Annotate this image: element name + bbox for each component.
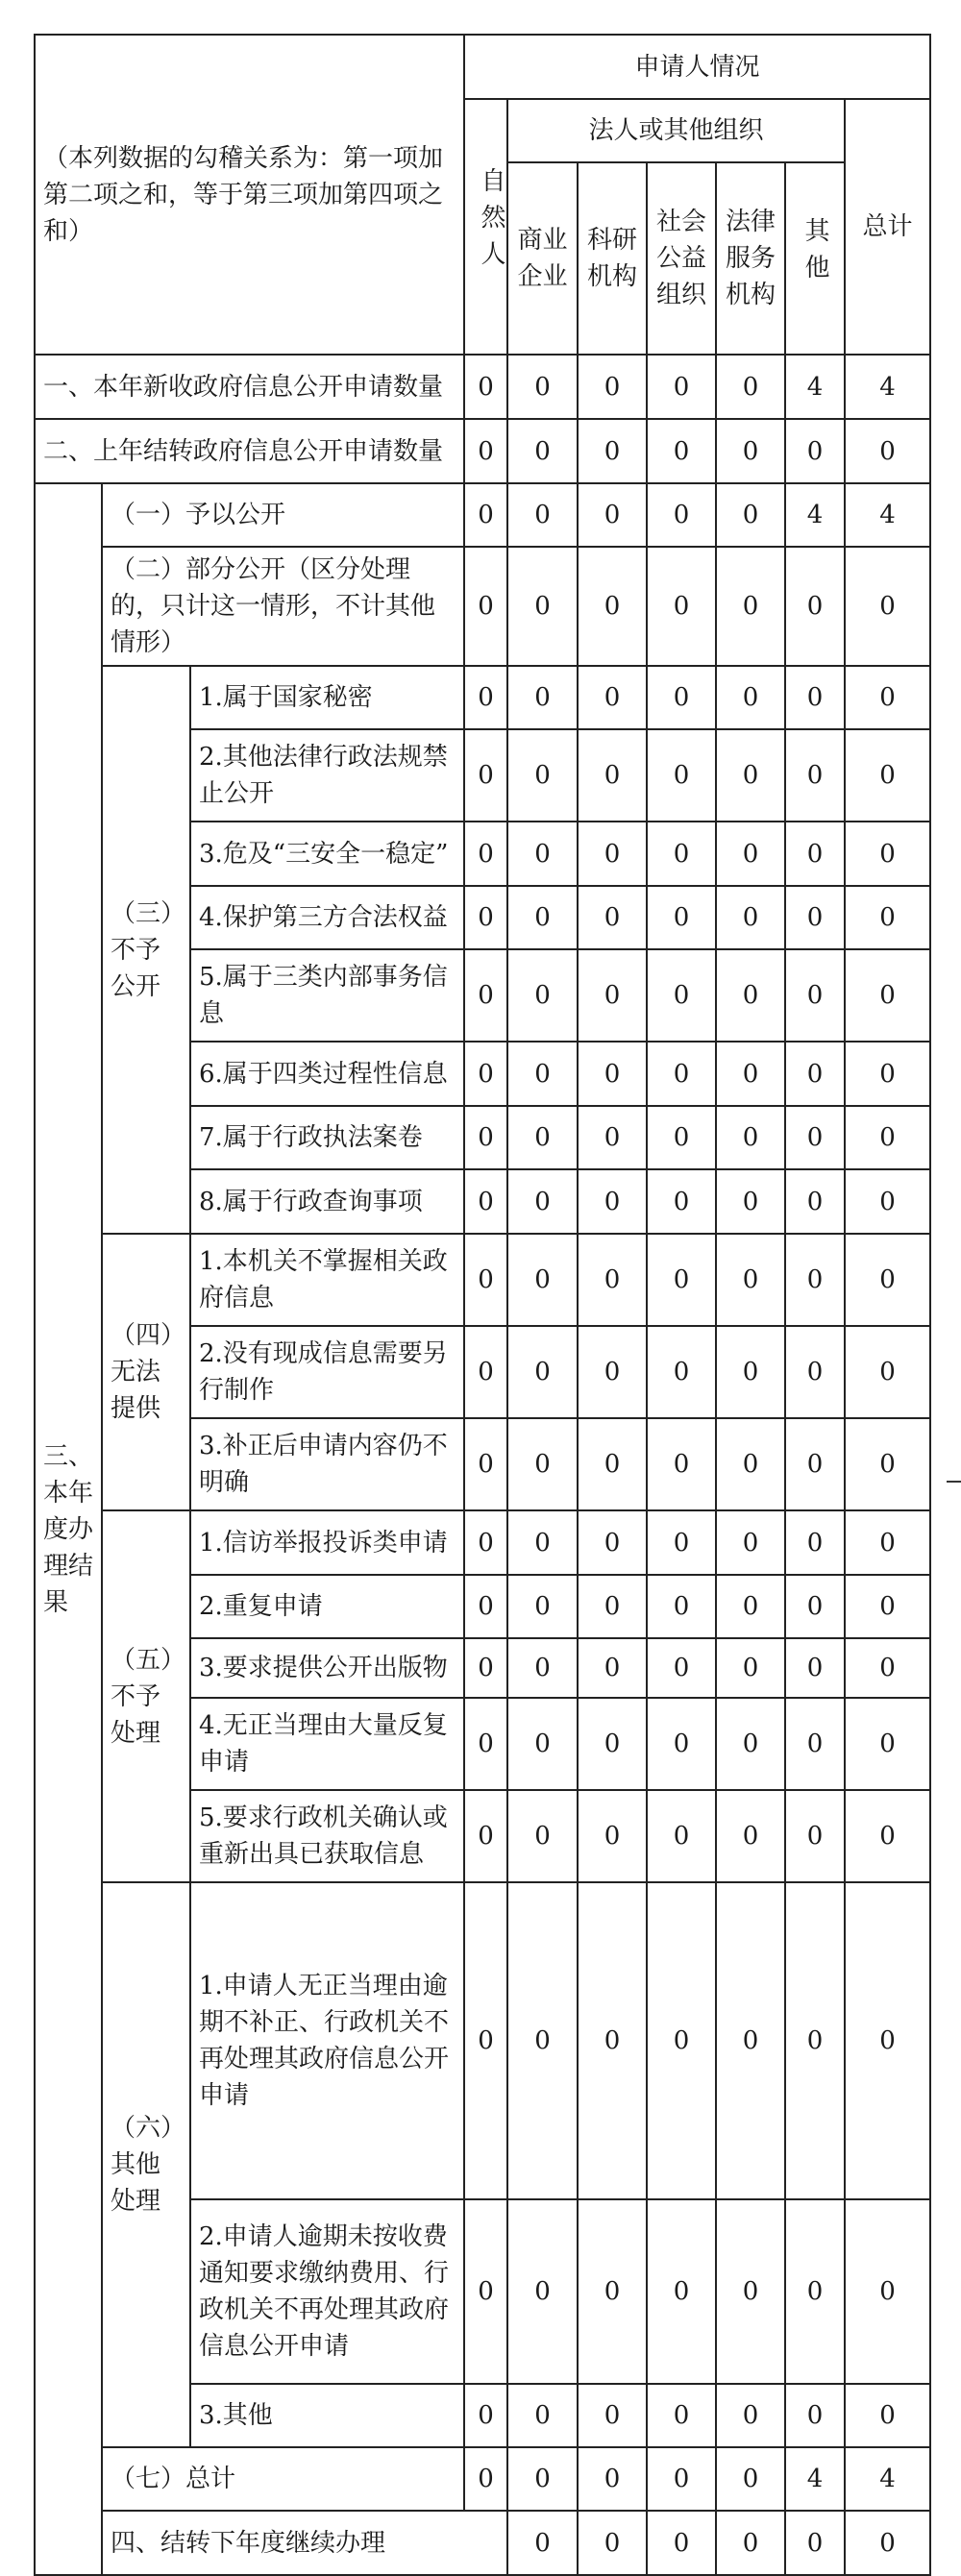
cell-value: 0 (647, 1326, 716, 1418)
cell-value: 0 (507, 547, 578, 666)
cell-value: 0 (716, 949, 785, 1042)
cell-value: 0 (464, 2384, 507, 2447)
cell-value: 0 (578, 1326, 647, 1418)
cell-value: 0 (507, 1698, 578, 1790)
cell-value: 0 (507, 666, 578, 729)
cell-value: 4 (845, 355, 930, 419)
row-label: （七）总计 (102, 2447, 464, 2511)
cell-value: 0 (578, 483, 647, 547)
cell-value: 4 (785, 2447, 845, 2511)
cell-value: 0 (716, 2511, 785, 2575)
cell-value: 0 (845, 1575, 930, 1638)
row-label: 4.无正当理由大量反复申请 (190, 1698, 464, 1790)
cell-value: 0 (845, 949, 930, 1042)
cell-value: 0 (647, 2447, 716, 2511)
cell-value: 0 (785, 419, 845, 483)
cell-value: 0 (716, 1106, 785, 1169)
cell-value: 0 (785, 1326, 845, 1418)
cell-value: 0 (507, 1510, 578, 1575)
cell-value: 0 (647, 1510, 716, 1575)
cell-value: 0 (578, 1106, 647, 1169)
cell-value: 0 (578, 1698, 647, 1790)
cell-value: 0 (716, 1326, 785, 1418)
cell-value: 0 (578, 1790, 647, 1882)
cell-value: 0 (785, 949, 845, 1042)
cell-value: 0 (716, 822, 785, 886)
cell-value: 0 (507, 1106, 578, 1169)
cell-value: 0 (507, 2199, 578, 2384)
cell-value: 0 (464, 1698, 507, 1790)
cell-value: 0 (578, 2199, 647, 2384)
row-label: 2.其他法律行政法规禁止公开 (190, 729, 464, 822)
cell-value: 0 (507, 355, 578, 419)
cell-value: 0 (785, 1510, 845, 1575)
row-label: 2.没有现成信息需要另行制作 (190, 1326, 464, 1418)
cell-value: 0 (507, 1326, 578, 1418)
cell-value: 0 (785, 1638, 845, 1698)
cell-value: 0 (785, 547, 845, 666)
row-label: 3.危及“三安全一稳定” (190, 822, 464, 886)
col-legal-service: 法律服务机构 (716, 162, 785, 355)
col-business: 商业企业 (507, 162, 578, 355)
cell-value: 0 (578, 2511, 647, 2575)
row-label: 1.本机关不掌握相关政府信息 (190, 1234, 464, 1326)
cell-value: 0 (647, 1234, 716, 1326)
cell-value: 0 (716, 1882, 785, 2199)
row-label: 1.申请人无正当理由逾期不补正、行政机关不再处理其政府信息公开申请 (190, 1882, 464, 2199)
cell-value: 4 (785, 483, 845, 547)
cell-value: 0 (647, 666, 716, 729)
cell-value: 0 (578, 1234, 647, 1326)
cell-value: 0 (464, 2199, 507, 2384)
cell-value: 0 (507, 2511, 578, 2575)
cell-value: 0 (647, 1042, 716, 1106)
cell-value: 0 (578, 1882, 647, 2199)
applicant-situation-header: 申请人情况 (464, 35, 930, 99)
cell-value: 0 (845, 729, 930, 822)
cell-value: 0 (785, 1234, 845, 1326)
cell-value: 0 (647, 1790, 716, 1882)
cell-value: 0 (716, 1638, 785, 1698)
cell-value: 0 (647, 419, 716, 483)
cell-value: 0 (464, 1234, 507, 1326)
cell-value: 0 (464, 547, 507, 666)
cell-value: 0 (716, 729, 785, 822)
cell-value: 0 (507, 2447, 578, 2511)
cell-value: 0 (578, 2447, 647, 2511)
cell-value: 0 (578, 886, 647, 949)
cell-value: 0 (785, 822, 845, 886)
cell-value: 0 (785, 2511, 845, 2575)
cell-value: 0 (578, 1638, 647, 1698)
cell-value: 0 (716, 1575, 785, 1638)
row-label: 4.保护第三方合法权益 (190, 886, 464, 949)
cell-value: 0 (578, 1510, 647, 1575)
cell-value: 0 (464, 1326, 507, 1418)
cell-value: 0 (845, 886, 930, 949)
cell-value: 0 (845, 547, 930, 666)
cell-value: 0 (464, 1575, 507, 1638)
cell-value: 0 (507, 822, 578, 886)
cell-value: 0 (507, 729, 578, 822)
cell-value: 0 (464, 822, 507, 886)
group-not-public: （三）不予公开 (102, 666, 190, 1234)
row-label: 一、本年新收政府信息公开申请数量 (35, 355, 464, 419)
cell-value: 0 (647, 2199, 716, 2384)
cell-value: 0 (785, 1169, 845, 1234)
cell-value: 0 (845, 1169, 930, 1234)
cell-value: 0 (647, 1169, 716, 1234)
cell-value: 0 (785, 1698, 845, 1790)
cell-value: 0 (647, 1638, 716, 1698)
cell-value: 0 (716, 1790, 785, 1882)
cell-value: 0 (464, 419, 507, 483)
cell-value: 0 (647, 483, 716, 547)
cell-value: 0 (507, 1638, 578, 1698)
cell-value: 0 (785, 1042, 845, 1106)
cell-value: 0 (507, 1234, 578, 1326)
cell-value: 0 (578, 1042, 647, 1106)
page-edge-mark (947, 1481, 961, 1483)
cell-value: 0 (785, 1882, 845, 2199)
row-label: 2.申请人逾期未按收费通知要求缴纳费用、行政机关不再处理其政府信息公开申请 (190, 2199, 464, 2384)
cell-value: 0 (845, 2511, 930, 2575)
cell-value: 0 (845, 822, 930, 886)
cell-value: 0 (464, 886, 507, 949)
cell-value: 0 (716, 2384, 785, 2447)
cell-value: 0 (464, 1638, 507, 1698)
disclosure-table-sheet (34, 34, 929, 2558)
cell-value: 0 (507, 949, 578, 1042)
cell-value: 0 (647, 729, 716, 822)
cell-value: 0 (464, 1418, 507, 1510)
cell-value: 4 (845, 2447, 930, 2511)
cell-value: 0 (785, 886, 845, 949)
cell-value: 0 (716, 1042, 785, 1106)
row-label: 二、上年结转政府信息公开申请数量 (35, 419, 464, 483)
legal-or-other-header: 法人或其他组织 (507, 99, 845, 162)
cell-value: 0 (647, 2384, 716, 2447)
cell-value: 0 (507, 419, 578, 483)
cell-value: 0 (647, 1418, 716, 1510)
cell-value: 0 (716, 2447, 785, 2511)
row-label: 8.属于行政查询事项 (190, 1169, 464, 1234)
cell-value: 0 (845, 1698, 930, 1790)
disclosure-table (34, 34, 931, 2576)
cell-value: 0 (507, 1882, 578, 2199)
col-public-welfare: 社会公益组织 (647, 162, 716, 355)
row-label: 7.属于行政执法案卷 (190, 1106, 464, 1169)
cell-value: 0 (507, 483, 578, 547)
cell-value: 0 (464, 1169, 507, 1234)
cell-value: 0 (464, 483, 507, 547)
cell-value: 0 (507, 1169, 578, 1234)
cell-value: 0 (647, 547, 716, 666)
cell-value: 0 (716, 355, 785, 419)
cell-value: 0 (647, 1882, 716, 2199)
cell-value: 0 (578, 822, 647, 886)
cell-value: 0 (578, 949, 647, 1042)
cell-value: 0 (716, 2199, 785, 2384)
cell-value: 0 (464, 1882, 507, 2199)
cell-value: 0 (647, 1698, 716, 1790)
col-other: 其他 (785, 162, 845, 355)
cell-value: 0 (464, 949, 507, 1042)
section-three-label: 三、本年度办理结果 (35, 483, 102, 2575)
cell-value: 0 (578, 2384, 647, 2447)
cell-value: 4 (845, 483, 930, 547)
cell-value: 0 (578, 1418, 647, 1510)
cell-value: 0 (716, 1510, 785, 1575)
total-header: 总计 (845, 99, 930, 355)
cell-value: 0 (716, 1234, 785, 1326)
cell-value: 0 (464, 1106, 507, 1169)
cell-value: 0 (716, 666, 785, 729)
cell-value: 0 (785, 729, 845, 822)
cell-value: 0 (578, 729, 647, 822)
cell-value: 0 (578, 1169, 647, 1234)
cell-value: 0 (578, 355, 647, 419)
cell-value: 0 (647, 1575, 716, 1638)
cell-value: 4 (785, 355, 845, 419)
cell-value: 0 (507, 886, 578, 949)
row-label: （一）予以公开 (102, 483, 464, 547)
cell-value: 0 (647, 2511, 716, 2575)
cell-value: 0 (507, 1042, 578, 1106)
cell-value: 0 (716, 886, 785, 949)
row-label: 5.属于三类内部事务信息 (190, 949, 464, 1042)
cell-value: 0 (464, 729, 507, 822)
cell-value: 0 (578, 547, 647, 666)
cell-value: 0 (845, 666, 930, 729)
cell-value: 0 (464, 1510, 507, 1575)
cell-value: 0 (845, 1882, 930, 2199)
row-label: 3.其他 (190, 2384, 464, 2447)
cell-value: 0 (785, 666, 845, 729)
cell-value: 0 (785, 2199, 845, 2384)
cell-value: 0 (578, 419, 647, 483)
cell-value: 0 (507, 1790, 578, 1882)
group-other-handling: （六）其他处理 (102, 1882, 190, 2447)
row-label: 1.属于国家秘密 (190, 666, 464, 729)
cell-value: 0 (464, 1790, 507, 1882)
group-not-processed: （五）不予处理 (102, 1510, 190, 1882)
cell-value: 0 (845, 419, 930, 483)
natural-person-header: 自然人 (464, 99, 507, 355)
cell-value: 0 (578, 666, 647, 729)
row-label: 2.重复申请 (190, 1575, 464, 1638)
cell-value: 0 (716, 1169, 785, 1234)
group-unable-provide: （四）无法提供 (102, 1234, 190, 1510)
cell-value: 0 (464, 1042, 507, 1106)
cell-value: 0 (785, 1106, 845, 1169)
cell-value: 0 (507, 1418, 578, 1510)
cell-value: 0 (716, 547, 785, 666)
cell-value: 0 (647, 886, 716, 949)
cell-value: 0 (845, 1234, 930, 1326)
cell-value: 0 (845, 1418, 930, 1510)
cell-value: 0 (785, 1790, 845, 1882)
cell-value: 0 (647, 1106, 716, 1169)
col-research: 科研机构 (578, 162, 647, 355)
row-label: 1.信访举报投诉类申请 (190, 1510, 464, 1575)
cell-value: 0 (464, 666, 507, 729)
cell-value: 0 (464, 2447, 507, 2511)
cell-value: 0 (845, 1326, 930, 1418)
cell-value: 0 (647, 822, 716, 886)
cell-value: 0 (507, 1575, 578, 1638)
cell-value: 0 (716, 1418, 785, 1510)
cell-value: 0 (845, 1106, 930, 1169)
cell-value: 0 (507, 2384, 578, 2447)
cell-value: 0 (845, 1042, 930, 1106)
row-label: （二）部分公开（区分处理的，只计这一情形，不计其他情形） (102, 547, 464, 666)
cell-value: 0 (785, 1575, 845, 1638)
cell-value: 0 (785, 1418, 845, 1510)
row-label: 3.补正后申请内容仍不明确 (190, 1418, 464, 1510)
cell-value: 0 (716, 419, 785, 483)
cell-value: 0 (845, 2384, 930, 2447)
cell-value: 0 (716, 483, 785, 547)
row-label: 3.要求提供公开出版物 (190, 1638, 464, 1698)
row-label: 6.属于四类过程性信息 (190, 1042, 464, 1106)
cell-value: 0 (785, 2384, 845, 2447)
relation-note: （本列数据的勾稽关系为：第一项加第二项之和，等于第三项加第四项之和） (35, 35, 464, 355)
cell-value: 0 (845, 1510, 930, 1575)
cell-value: 0 (845, 1790, 930, 1882)
cell-value: 0 (716, 1698, 785, 1790)
row-label: 四、结转下年度继续办理 (102, 2511, 507, 2575)
cell-value: 0 (845, 1638, 930, 1698)
cell-value: 0 (647, 949, 716, 1042)
cell-value: 0 (845, 2199, 930, 2384)
cell-value: 0 (578, 1575, 647, 1638)
cell-value: 0 (464, 355, 507, 419)
row-label: 5.要求行政机关确认或重新出具已获取信息 (190, 1790, 464, 1882)
cell-value: 0 (647, 355, 716, 419)
